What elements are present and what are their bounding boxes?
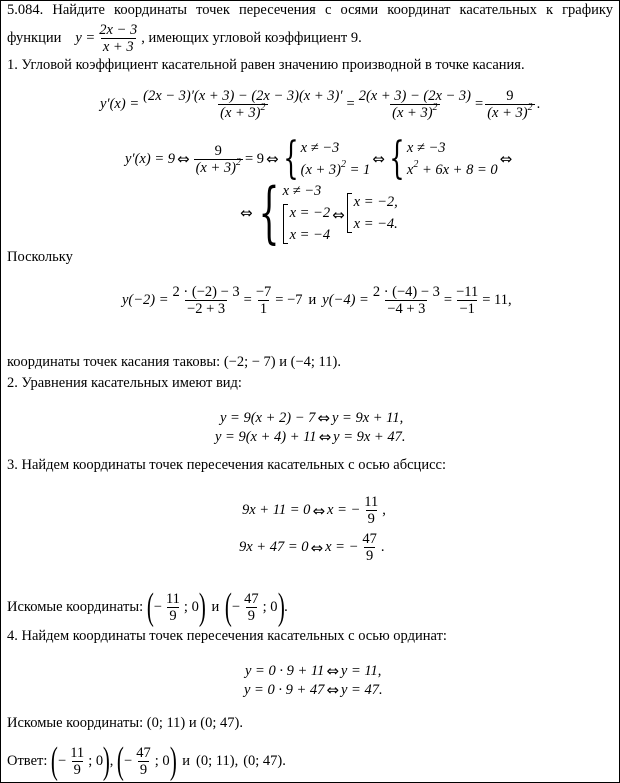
equivalence-icon: ⇔ <box>317 409 330 427</box>
fraction-numerator: −7 <box>255 284 272 300</box>
eq-left: 9x + 11 = 0 <box>242 502 311 518</box>
fraction-numerator: 9 <box>506 88 514 104</box>
step2-text: 2. Уравнения касательных имеют вид: <box>7 375 242 391</box>
conjunction: и <box>211 598 220 615</box>
conjunction: и <box>279 354 288 370</box>
derivative-fraction-3 <box>485 88 534 121</box>
fraction-denominator: 9 <box>169 607 177 624</box>
system-row: x ≠ −3 <box>406 140 446 156</box>
fraction-numerator: 11 <box>364 494 379 510</box>
row-base: (x + 3) <box>300 162 341 178</box>
fraction-numerator: 9 <box>214 142 222 159</box>
fraction-denominator <box>390 104 439 121</box>
fraction-denominator: 9 <box>73 761 81 778</box>
conjunction: и <box>188 715 197 731</box>
eq-right: y = 9x + 47. <box>333 428 406 445</box>
problem-line-2 <box>7 22 362 55</box>
equals: = <box>346 96 355 112</box>
function-fraction <box>97 22 139 55</box>
left-brace-icon: { <box>389 133 405 184</box>
point-4: (0; 47) <box>243 752 283 769</box>
fraction-numerator: −11 <box>456 284 479 300</box>
abscissa-eq-1 <box>242 494 386 527</box>
equivalence-icon: ⇔ <box>312 501 326 520</box>
fraction-numerator: 2(x + 3) − (2x − 3) <box>358 88 471 104</box>
point-2: (0; 47) <box>200 715 240 731</box>
period: . <box>239 715 243 731</box>
eq-left: y = 9(x + 4) + 11 <box>215 428 317 445</box>
coord-tail: ; 0 <box>262 598 278 615</box>
system-3 <box>255 174 331 251</box>
fraction <box>242 591 261 624</box>
equivalence-icon: ⇔ <box>326 662 339 680</box>
eq-right: y = 9x + 11, <box>331 409 404 426</box>
equivalence-icon: ⇔ <box>310 538 324 557</box>
y2-lhs: y(−4) = <box>322 292 369 308</box>
equals: = <box>443 292 453 308</box>
fraction <box>360 531 379 564</box>
exponent: 2 <box>527 102 533 113</box>
left-paren-icon: ( <box>51 740 59 782</box>
function-numerator: 2x − 3 <box>99 22 138 38</box>
result-label: Искомые координаты: <box>7 598 144 615</box>
eq-mid: x = − <box>325 539 359 555</box>
system-2 <box>387 133 498 184</box>
minus: − <box>153 598 162 615</box>
comma: , <box>109 752 114 769</box>
y2-fraction-2 <box>454 284 480 317</box>
point-2: (−4; 11) <box>290 354 338 370</box>
equivalence-icon: ⇔ <box>266 150 279 168</box>
conjunction: и <box>308 292 317 308</box>
fraction-numerator: (2x − 3)′(x + 3) − (2x − 3)(x + 3)′ <box>143 88 343 104</box>
tangent-eq-1 <box>220 409 403 427</box>
ordinate-eq-1 <box>245 662 381 680</box>
den-base: (x + 3) <box>195 159 236 176</box>
result-set <box>347 191 398 235</box>
solve-equation <box>125 133 514 184</box>
period: . <box>284 598 288 615</box>
period: . <box>536 96 541 112</box>
eq-left: y = 0 · 9 + 11 <box>245 662 325 679</box>
equals: = <box>475 96 484 112</box>
point-3: (0; 11), <box>196 752 239 769</box>
fraction-numerator: 47 <box>244 590 259 607</box>
exponent: 2 <box>413 159 419 170</box>
equivalence-icon: ⇔ <box>499 150 513 168</box>
y2-fraction <box>371 284 442 317</box>
ordinate-result <box>7 715 243 732</box>
problem-suffix: , имеющих угловой коэффициент 9. <box>141 30 362 46</box>
system-set <box>283 202 331 246</box>
fraction-denominator <box>485 104 534 121</box>
minus: − <box>124 752 133 769</box>
fraction-numerator: 11 <box>165 590 180 607</box>
derivative-equation <box>100 88 540 121</box>
period: . <box>337 354 341 370</box>
eq-right: y = 47. <box>340 681 383 698</box>
function-denominator: x + 3 <box>102 39 134 55</box>
fraction <box>134 745 153 778</box>
den-base: (x + 3) <box>220 105 261 121</box>
minus: − <box>58 752 67 769</box>
system-row: x ≠ −3 <box>282 183 322 199</box>
coord-tail: ; 0 <box>183 598 199 615</box>
period: . <box>380 539 385 555</box>
set-row: x = −2 <box>289 205 331 221</box>
left-bracket-icon <box>347 193 352 233</box>
fraction <box>164 591 182 624</box>
answer-label: Ответ: <box>7 752 48 769</box>
fraction-denominator <box>218 104 267 121</box>
step4-text: 4. Найдем координаты точек пересечения касательных с осью ординат: <box>7 628 447 644</box>
right-paren-icon: ) <box>277 586 285 628</box>
problem-line-1: 5.084. Найдите координаты точек пересечения с осями координат касательных к графику <box>7 2 613 18</box>
system-row: x ≠ −3 <box>300 140 340 156</box>
exponent: 2 <box>260 102 266 113</box>
fraction-numerator: 2 · (−2) − 3 <box>172 284 240 300</box>
eq-left: y = 0 · 9 + 47 <box>244 681 325 698</box>
problem-prefix: функции <box>7 30 62 46</box>
set-row: x = −4 <box>289 227 331 243</box>
fraction-numerator: 47 <box>136 744 151 761</box>
tangent-points-line <box>7 354 341 371</box>
exponent: 2 <box>432 102 438 113</box>
system-row <box>301 159 371 181</box>
right-paren-icon: ) <box>102 740 110 782</box>
y1-result: = −7 <box>275 292 303 308</box>
fraction-numerator: 11 <box>70 744 85 761</box>
since-label: Поскольку <box>7 249 73 265</box>
fraction-denominator: 9 <box>365 548 374 564</box>
fraction-denominator: −2 + 3 <box>187 301 226 317</box>
fraction-denominator: 9 <box>139 761 148 778</box>
y2-result: = 11, <box>482 292 512 308</box>
solution-system <box>238 174 398 251</box>
fraction-denominator <box>194 156 243 176</box>
fraction-denominator: 1 <box>259 301 268 317</box>
equivalence-icon: ⇔ <box>332 206 345 224</box>
row-tail: + 6x + 8 = 0 <box>421 162 498 178</box>
exponent: 2 <box>235 156 241 168</box>
equals-nine: = 9 <box>244 150 265 167</box>
abscissa-result <box>7 588 288 626</box>
abscissa-eq-2 <box>239 531 384 564</box>
step1-text: 1. Угловой коэффициент касательной равен значению производной в точке касания. <box>7 57 525 73</box>
left-paren-icon: ( <box>146 586 154 628</box>
equivalence-icon: ⇔ <box>240 204 253 222</box>
fraction-denominator: 9 <box>367 511 375 527</box>
solve-fraction <box>194 143 243 176</box>
set-row: x = −4. <box>353 216 398 232</box>
fraction-denominator: 9 <box>247 607 255 624</box>
y1-fraction-2 <box>254 284 273 317</box>
den-base: (x + 3) <box>487 105 528 121</box>
derivative-lhs: y′(x) = <box>100 96 140 112</box>
eq-right: y = 11, <box>340 662 382 679</box>
y-values-equation <box>122 284 512 317</box>
equivalence-icon: ⇔ <box>372 150 385 168</box>
coord-tail: ; 0 <box>154 752 170 769</box>
eq-mid: x = − <box>327 502 361 518</box>
system-1 <box>281 133 371 184</box>
conjunction: и <box>182 752 191 769</box>
ordinate-eq-2 <box>244 681 383 699</box>
tangent-points-text: координаты точек касания таковы: <box>7 354 221 370</box>
comma: , <box>382 502 386 518</box>
tangent-eq-2 <box>215 428 405 446</box>
fraction-numerator: 2 · (−4) − 3 <box>372 284 440 300</box>
eq-left: y = 9(x + 2) − 7 <box>220 409 316 426</box>
point-1: (0; 11) <box>146 715 186 731</box>
left-bracket-icon <box>283 204 288 244</box>
function-lhs: y = <box>75 30 96 46</box>
period: . <box>282 752 286 769</box>
equivalence-icon: ⇔ <box>326 681 339 699</box>
coord-tail: ; 0 <box>88 752 104 769</box>
left-paren-icon: ( <box>117 740 125 782</box>
fraction <box>68 745 86 778</box>
fraction-denominator: −4 + 3 <box>387 301 426 317</box>
solve-lhs: y′(x) = 9 <box>125 150 175 167</box>
row-tail: = 1 <box>349 162 371 178</box>
system-row <box>407 159 498 181</box>
left-brace-icon: { <box>258 174 280 251</box>
y1-lhs: y(−2) = <box>122 292 169 308</box>
left-paren-icon: ( <box>225 586 233 628</box>
equals: = <box>243 292 252 308</box>
result-label: Искомые координаты: <box>7 715 144 731</box>
derivative-fraction-2 <box>357 88 473 121</box>
answer-line <box>7 742 286 780</box>
step3-text: 3. Найдем координаты точек пересечения касательных с осью абсцисс: <box>7 457 446 473</box>
equivalence-icon: ⇔ <box>177 150 190 168</box>
row-base: x <box>406 162 414 178</box>
den-base: (x + 3) <box>392 105 433 121</box>
derivative-fraction-1 <box>141 88 344 121</box>
fraction <box>362 494 380 527</box>
right-paren-icon: ) <box>198 586 206 628</box>
fraction-denominator: −1 <box>459 301 475 317</box>
minus: − <box>231 598 241 615</box>
set-row: x = −2, <box>353 194 398 210</box>
left-brace-icon: { <box>282 133 299 184</box>
point-1: (−2; − 7) <box>223 354 276 370</box>
exponent: 2 <box>341 159 346 170</box>
y1-fraction <box>171 284 242 317</box>
equivalence-icon: ⇔ <box>318 428 332 446</box>
fraction-numerator: 47 <box>362 531 377 547</box>
right-paren-icon: ) <box>169 740 177 782</box>
eq-left: 9x + 47 = 0 <box>239 539 309 555</box>
